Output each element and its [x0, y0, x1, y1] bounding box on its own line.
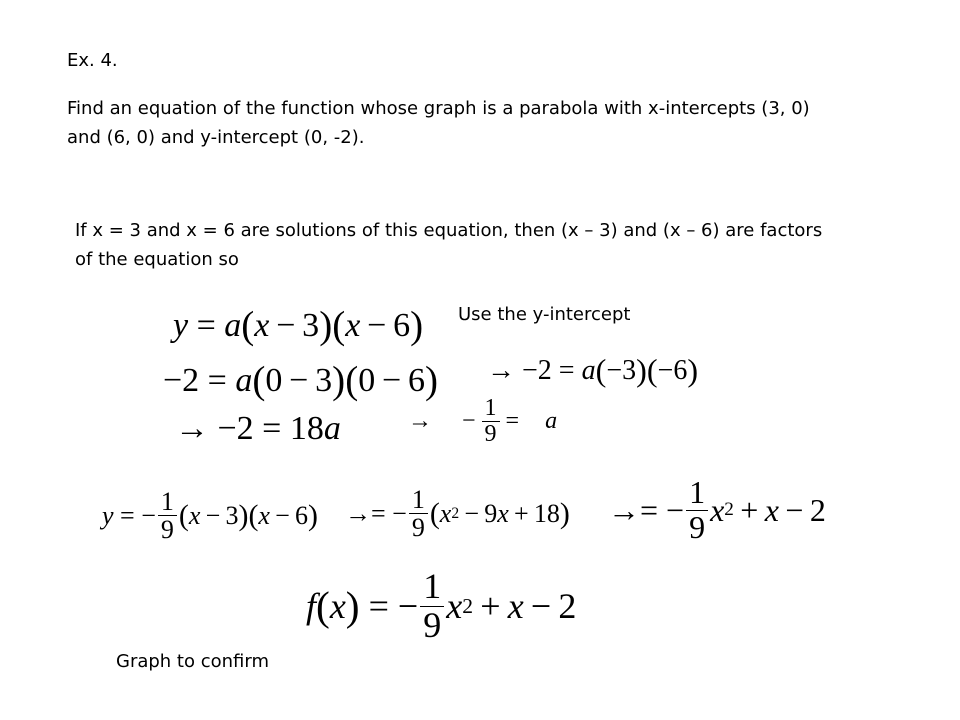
equation-expanded: →= − $\frac{1}{9}$ ( x 2 − 9 x + 18 )	[345, 485, 570, 543]
equation-standard: →= − $\frac{1}{9}$ x 2 + x − 2	[608, 474, 826, 545]
equation-simplified: → −2 = 18 a	[175, 410, 341, 447]
example-label: Ex. 4.	[67, 50, 118, 71]
equation-factored-specific: y = − $\frac{1}{9}$ ( x − 3 ) ( x − 6 )	[102, 487, 318, 545]
problem-line-1: Find an equation of the function whose graph is a parabola with x-intercepts (3, 0)	[67, 98, 810, 119]
reasoning-line-2: of the equation so	[75, 249, 239, 270]
hint-label: Use the y-intercept	[458, 304, 631, 325]
problem-line-2: and (6, 0) and y-intercept (0, -2).	[67, 127, 365, 148]
graph-to-confirm-label: Graph to confirm	[116, 651, 269, 672]
equation-solved-a: → − $\frac{1}{9}$ = a	[408, 395, 558, 448]
equation-substituted: −2 = a ( 0 − 3 ) ( 0 − 6 )	[163, 359, 439, 402]
equation-final: f ( x ) = − $\frac{1}{9}$ x 2 + x − 2	[306, 566, 577, 645]
equation-hint-substituted: → −2 = a ( −3 ) ( −6 )	[487, 352, 699, 388]
reasoning-line-1: If x = 3 and x = 6 are solutions of this equation, then (x – 3) and (x – 6) are factors	[75, 220, 823, 241]
equation-factored-general: y = a ( x − 3 ) ( x − 6 )	[173, 304, 424, 347]
